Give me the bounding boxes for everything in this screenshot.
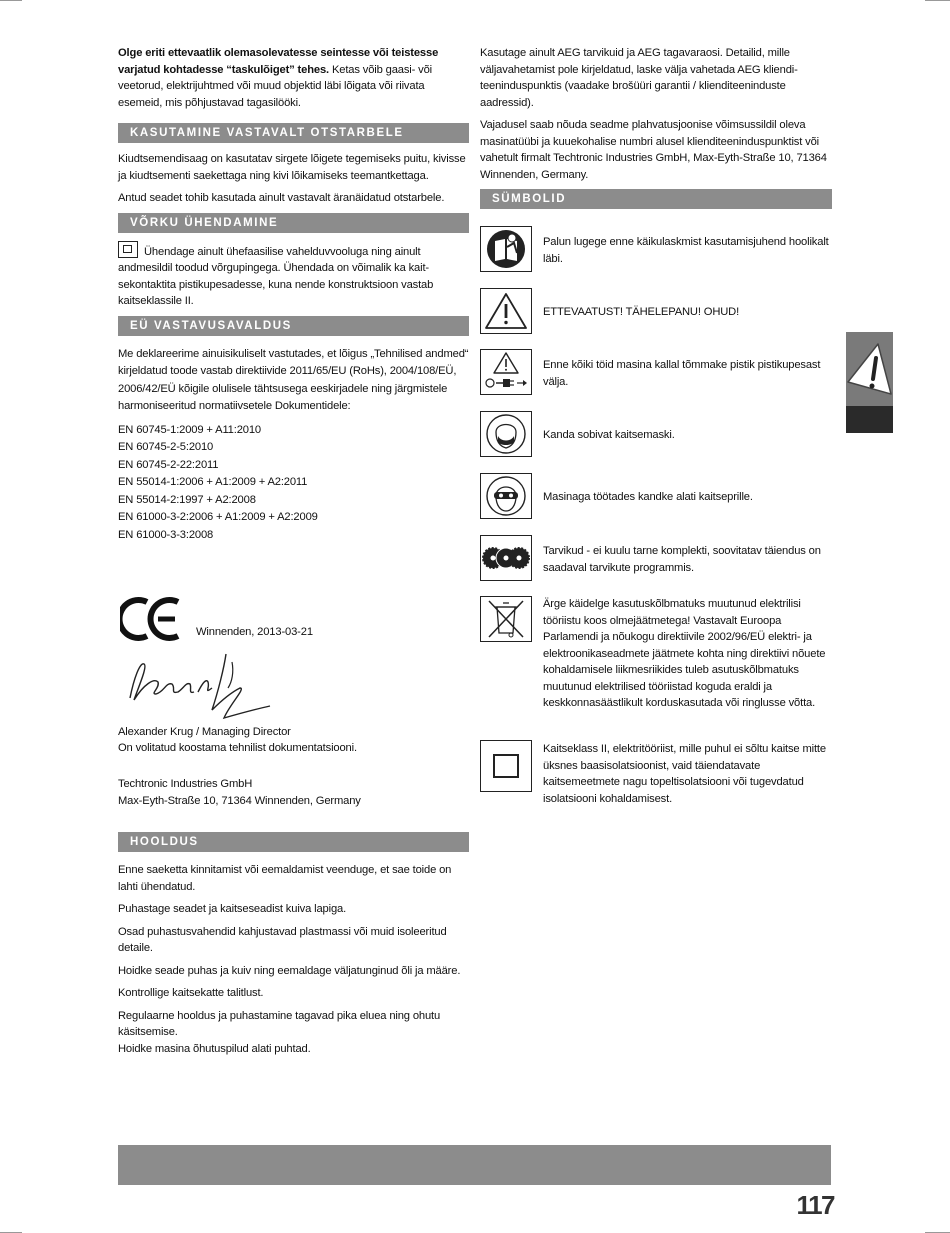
class-ii-inline-icon bbox=[118, 241, 138, 258]
left-column bbox=[118, 45, 469, 544]
handwritten-signature bbox=[120, 648, 280, 728]
mains-paragraph: Ühendage ainult ühefaasilise vahelduvvooluga ning ainult andmesildil toodud võrgupingega. Ühendada on võimalik ka kait-sekontaktita pistikupesadesse, kuna nende konstruktsioon vastab kaitseklassile II. bbox=[118, 241, 469, 310]
authorised-note: On volitatud koostama tehnilist dokumentatsiooni. bbox=[118, 742, 357, 754]
tab-dark-band bbox=[846, 406, 893, 433]
page-number: 117 bbox=[796, 1190, 834, 1220]
dust-mask-icon bbox=[480, 411, 532, 457]
section-heading-maintenance: HOOLDUS bbox=[118, 832, 469, 852]
usage-paragraph: Kiudtsemendisaag on kasutatav sirgete lõigete tegemiseks puitu, kivisse ja kiudtsementi saekettaga ning kivi lõikamiseks teemantkettaga. bbox=[118, 153, 466, 182]
explosion-drawing-paragraph: Vajadusel saab nõuda seadme plahvatusjoonise võimsussildil oleva masinatüübi ja kuuekohalise numbri alusel klienditeeninduspunktist või vahetult firmalt Techtronic Industries GmbH, Max-Eyth-Straße 10, 71364 Winnenden, Germany. bbox=[480, 119, 827, 181]
standard-item: EN 55014-1:2006 + A1:2009 + A2:2011 bbox=[118, 476, 308, 488]
maintenance-paragraph: Hoidke masina õhutuspilud alati puhtad. bbox=[118, 1042, 311, 1055]
section-heading-usage: KASUTAMINE VASTAVALT OTSTARBELE bbox=[118, 123, 469, 143]
symbol-description: Kanda sobivat kaitsemaski. bbox=[543, 429, 675, 441]
maintenance-paragraph: Kontrollige kaitsekatte talitlust. bbox=[118, 987, 264, 999]
standard-item: EN 61000-3-3:2008 bbox=[118, 528, 214, 541]
usage-paragraph: Antud seadet tohib kasutada ainult vastavalt äranäidatud otstarbele. bbox=[118, 192, 445, 204]
symbol-description: Ärge käidelge kasutuskõlbmatuks muutunud elektrilisi tööriistu koos olmejäätmetega! Vastavalt Euroopa Parlamendi ja nõukogu direktiivile 2002/96/EÜ elektri- ja elektroonikaseadmete jäätmete kohta ning direktiivi nõuete kohaldamisele liikmesriikides tuleb asutuskõlbmatuks muutunud elektrilised tööriistad koguda eraldi ja keskkonnasäästlikult korduskasutada või ringlusse võtta. bbox=[543, 598, 826, 709]
unplug-warning-icon bbox=[480, 349, 532, 395]
company-address: Max-Eyth-Straße 10, 71364 Winnenden, Germany bbox=[118, 795, 361, 807]
class-ii-icon bbox=[480, 740, 532, 792]
symbol-description: ETTEVAATUST! TÄHELEPANU! OHUD! bbox=[543, 306, 740, 318]
ce-mark-icon bbox=[120, 596, 182, 642]
symbol-description: Palun lugege enne käikulaskmist kasutamisjuhend hoolikalt läbi. bbox=[543, 236, 829, 265]
maintenance-paragraph: Hoidke seade puhas ja kuiv ning eemaldage väljatunginud õli ja määre. bbox=[118, 964, 461, 977]
standard-item: EN 55014-2:1997 + A2:2008 bbox=[118, 493, 256, 506]
section-heading-symbols: SÜMBOLID bbox=[480, 189, 832, 209]
symbol-description: Masinaga töötades kandke alati kaitseprille. bbox=[543, 491, 753, 503]
place-date: Winnenden, 2013-03-21 bbox=[196, 626, 313, 638]
intro-paragraph bbox=[118, 45, 469, 111]
maintenance-section bbox=[118, 826, 469, 1063]
warning-triangle-icon bbox=[846, 332, 893, 406]
standard-item: EN 60745-1:2009 + A11:2010 bbox=[118, 423, 262, 436]
safety-goggles-icon bbox=[480, 473, 532, 519]
symbol-description: Enne kõiki töid masina kallal tõmmake pistik pistikupesast välja. bbox=[543, 359, 821, 388]
warning-side-tab bbox=[846, 332, 893, 433]
symbol-description: Kaitseklass II, elektritööriist, mille puhul ei sõltu kaitse mitte üksnes baasisolatsioonist, vaid täiendatavate kaitsemeetmete nagu topeltisolatsiooni või tugevdatud isolatsiooni kohaldamisest. bbox=[543, 743, 826, 805]
company-name: Techtronic Industries GmbH bbox=[118, 778, 253, 790]
saw-blades-icon bbox=[480, 535, 532, 581]
maintenance-paragraph: Regulaarne hooldus ja puhastamine tagavad pika eluea ning ohutu käsitsemise. bbox=[118, 1009, 441, 1038]
standard-item: EN 60745-2-5:2010 bbox=[118, 441, 214, 453]
standard-item: EN 61000-3-2:2006 + A1:2009 + A2:2009 bbox=[118, 511, 318, 523]
symbol-description: Tarvikud - ei kuulu tarne komplekti, soovitatav täiendus on saadaval tarvikute programmis. bbox=[543, 545, 821, 574]
read-manual-icon bbox=[480, 226, 532, 272]
intro-bold: Olge eriti ettevaatlik olemasolevatesse seintesse või teistesse varjatud kohtadesse “taskulõiget” tehes. bbox=[118, 47, 439, 76]
maintenance-paragraph: Enne saeketta kinnitamist või eemaldamist veenduge, et sae toide on lahti ühendatud. bbox=[118, 864, 452, 893]
footer-bar bbox=[118, 1145, 831, 1185]
warning-triangle-icon bbox=[480, 288, 532, 334]
signer-name: Alexander Krug / Managing Director bbox=[118, 726, 291, 738]
crossed-bin-icon bbox=[480, 596, 532, 642]
section-heading-mains: VÕRKU ÜHENDAMINE bbox=[118, 213, 469, 233]
intro-rest: Ketas võib gaasi- või veetorud, elektrijuhtmed või muud objektid läbi lõigata või riivata esemeid, mis põhjustavad tagasilööki. bbox=[118, 63, 433, 109]
conformity-paragraph: Me deklareerime ainuisikuliselt vastutades, et lõigus „Tehnilised andmed“ kirjeldatud toode vastab direktiivide 2011/65/EU (RoHs), 2004/108/EÜ, 2006/42/EÜ kõigile olulisele tähtsusega eeskirjadele ning järgmistele harmoniseeritud normatiivsetele Dokumentidele: bbox=[118, 347, 469, 412]
crop-mark bbox=[925, 0, 950, 1]
crop-mark bbox=[0, 0, 22, 1]
maintenance-paragraph: Osad puhastusvahendid kahjustavad plastmassi või muid isoleeritud detaile. bbox=[118, 925, 447, 954]
accessories-paragraph: Kasutage ainult AEG tarvikuid ja AEG tagavaraosi. Detailid, mille väljavahetamist pole kirjeldatud, laske välja vahetada AEG kliendi-teeninduspunktis (vaadake brošüüri garantii / klienditeeninduste aadressid). bbox=[480, 47, 798, 109]
maintenance-paragraph: Puhastage seadet ja kaitseseadist kuiva lapiga. bbox=[118, 903, 347, 915]
section-heading-conformity: EÜ VASTAVUSAVALDUS bbox=[118, 316, 469, 336]
standard-item: EN 60745-2-22:2011 bbox=[118, 458, 219, 471]
standards-list bbox=[118, 422, 469, 545]
right-column bbox=[480, 45, 832, 217]
